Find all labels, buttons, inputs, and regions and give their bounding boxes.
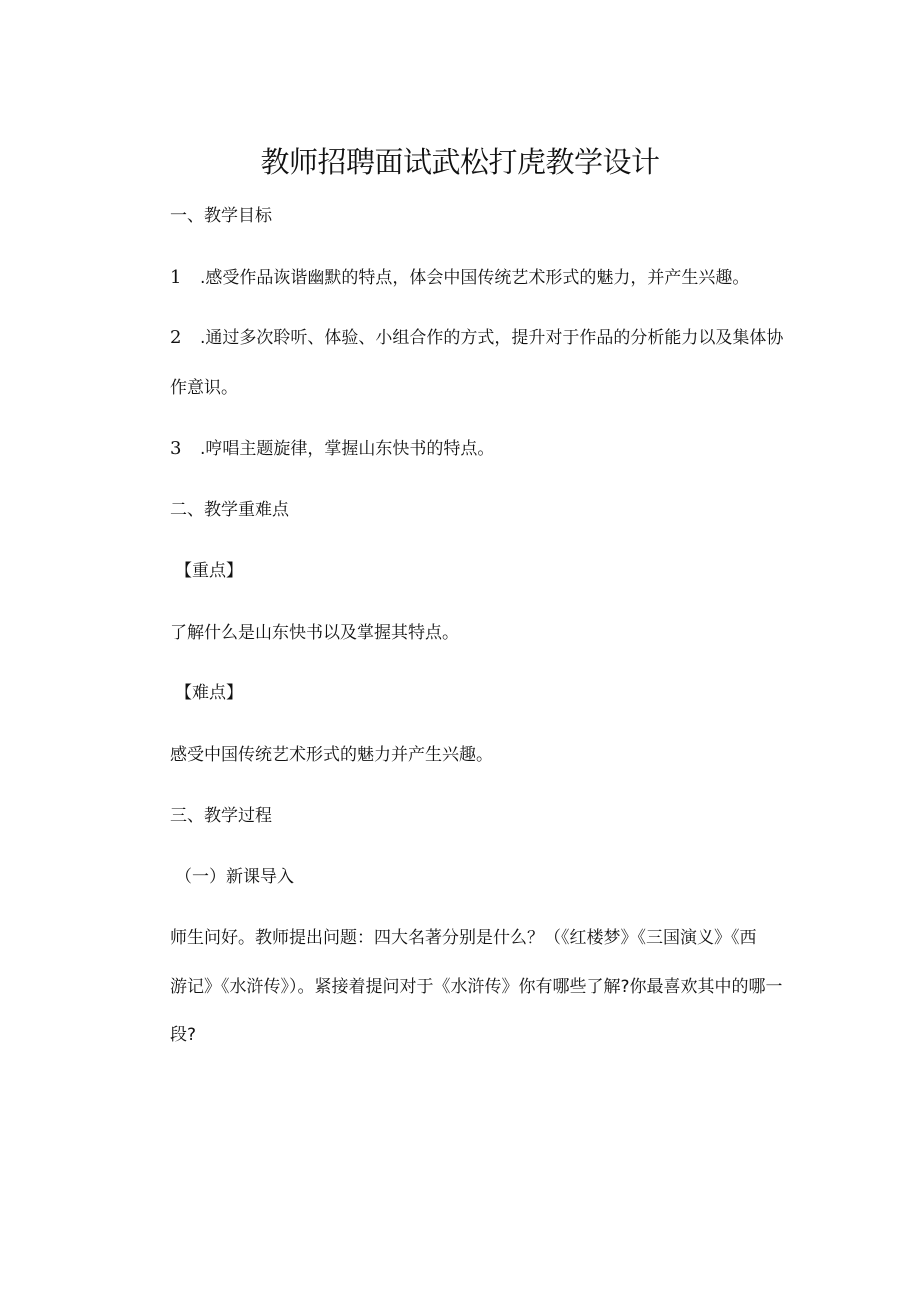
objective-text: .感受作品诙谐幽默的特点，体会中国传统艺术形式的魅力，并产生兴趣。 [200, 268, 750, 288]
key-point-text: 了解什么是山东快书以及掌握其特点。 [170, 623, 459, 643]
subsection-heading-intro: （一）新课导入 [175, 867, 294, 887]
section-heading-objectives: 一、教学目标 [170, 206, 272, 226]
objective-item-2 [170, 325, 790, 351]
objective-text: .哼唱主题旋律，掌握山东快书的特点。 [200, 439, 495, 459]
objective-item-2-continuation: 作意识。 [170, 378, 238, 398]
difficult-point-label: 【难点】 [175, 683, 243, 703]
document-title: 教师招聘面试武松打虎教学设计 [260, 145, 660, 179]
intro-paragraph-line-3: 段? [170, 1025, 197, 1045]
difficult-point-text: 感受中国传统艺术形式的魅力并产生兴趣。 [170, 745, 493, 765]
intro-paragraph-line-1: 师生问好。教师提出问题：四大名著分别是什么？（《红楼梦》《三国演义》《西 [170, 928, 757, 948]
section-heading-key-points: 二、教学重难点 [170, 500, 289, 520]
objective-item-3 [170, 436, 790, 462]
objective-number: 2 [170, 327, 182, 348]
intro-paragraph-line-2: 游记》《水浒传》）。紧接着提问对于《水浒传》你有哪些了解?你最喜欢其中的哪一 [170, 977, 783, 997]
objective-item-1 [170, 265, 790, 291]
objective-number: 1 [170, 267, 182, 288]
objective-text: .通过多次聆听、体验、小组合作的方式，提升对于作品的分析能力以及集体协 [200, 328, 784, 348]
section-heading-process: 三、教学过程 [170, 806, 272, 826]
objective-number: 3 [170, 438, 182, 459]
key-point-label: 【重点】 [175, 561, 243, 581]
